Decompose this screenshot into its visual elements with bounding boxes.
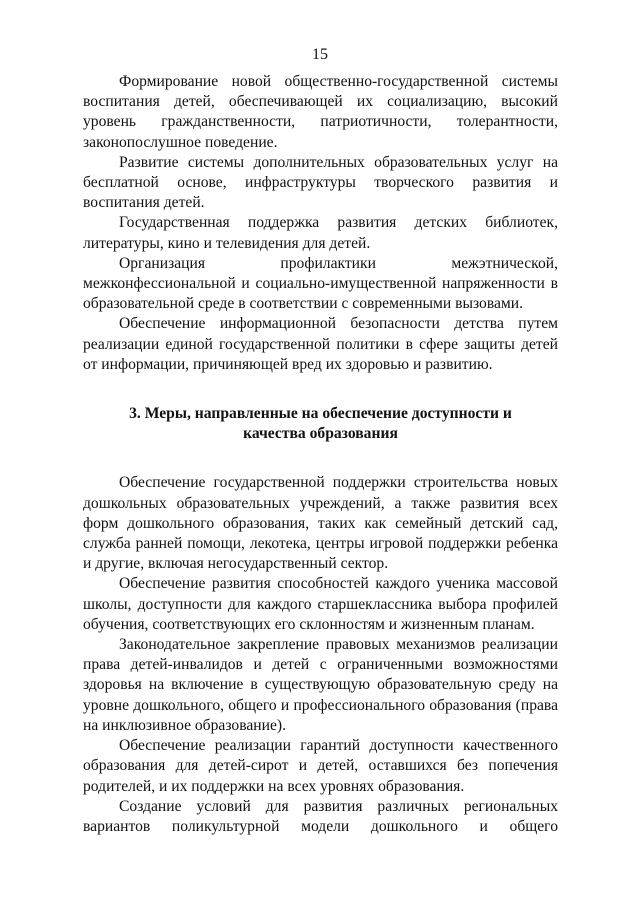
paragraph: Законодательное закрепление правовых механизмов реализации права детей-инвалидов и детей с ограниченными возможностями здоровья на включение в существующую образовательную среду на уровне дошкольного, общего и профессионального образования (права на инклюзивное образование). xyxy=(83,636,558,734)
paragraph: Обеспечение государственной поддержки строительства новых дошкольных образовательных учреждений, а также развития всех форм дошкольного образования, таких как семейный детский сад, служба ранней помощи, лекотека, центры игровой поддержки ребенка и другие, включая негосударственный сектор. xyxy=(83,474,558,573)
paragraph: Государственная поддержка развития детских библиотек, литературы, кино и телевидения для детей. xyxy=(83,214,558,252)
section-heading xyxy=(83,404,558,444)
paragraph: Организация профилактики межэтнической, межконфессиональной и социально-имущественной напряженности в образовательной среде в соответствии с современными вызовами. xyxy=(83,254,558,313)
paragraph: Обеспечение реализации гарантий доступности качественного образования для детей-сирот и детей, оставшихся без попечения родителей, и их поддержки на всех уровнях образования. xyxy=(83,737,558,795)
paragraph: Создание условий для развития различных региональных вариантов поликультурной модели дошкольного и общего xyxy=(83,797,558,835)
paragraph: Развитие системы дополнительных образовательных услуг на бесплатной основе, инфраструктуры творческого развития и воспитания детей. xyxy=(83,153,558,212)
paragraph: Формирование новой общественно-государственной системы воспитания детей, обеспечивающей их социализацию, высокий уровень гражданственности, патриотичности, толерантности, законопослушное поведение. xyxy=(83,73,558,151)
document-body xyxy=(83,72,558,837)
page-number: 15 xyxy=(312,46,328,63)
section-heading-line-2: качества образования xyxy=(243,425,398,443)
paragraph: Обеспечение развития способностей каждого ученика массовой школы, доступности для каждого старшеклассника выбора профилей обучения, соответствующих его склонностям и жизненным планам. xyxy=(83,575,558,633)
paragraph: Обеспечение информационной безопасности детства путем реализации единой государственной политики в сфере защиты детей от информации, причиняющей вред их здоровью и развитию. xyxy=(83,315,558,373)
section-heading-line-1: 3. Меры, направленные на обеспечение доступности и xyxy=(129,405,512,423)
